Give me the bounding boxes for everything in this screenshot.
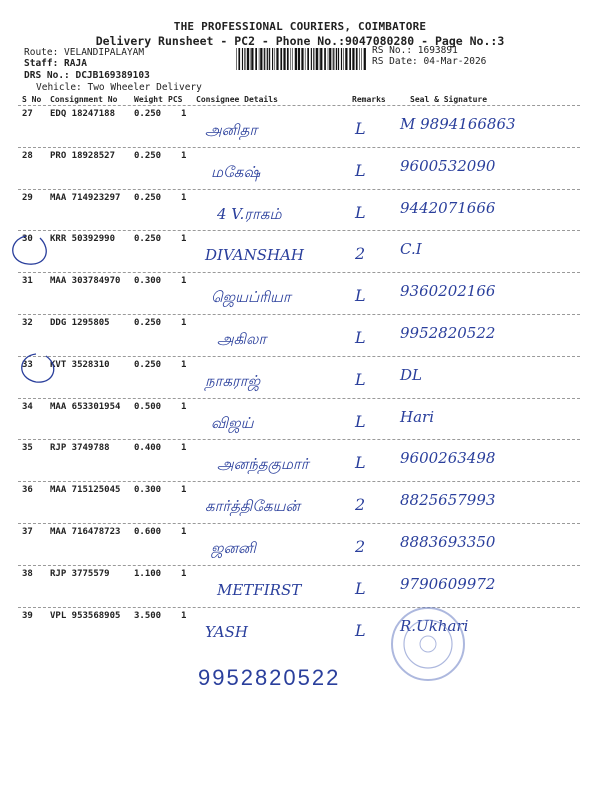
company-title: THE PROFESSIONAL COURIERS, COIMBATORE xyxy=(173,20,427,33)
row-weight: 0.300 xyxy=(134,485,162,496)
row-weight: 0.250 xyxy=(134,318,162,328)
row-consignee-handwritten: அனிதா xyxy=(205,121,258,139)
row-remark-handwritten: L xyxy=(355,620,366,640)
row-consignment: MAA 716478723 xyxy=(50,527,121,537)
row-consignment: KRR 50392990 xyxy=(50,234,116,245)
col-sno: S No xyxy=(22,95,42,104)
col-remarks: Remarks xyxy=(352,95,386,104)
row-weight: 0.250 xyxy=(134,234,162,245)
row-consignee-handwritten: ஜனனி xyxy=(211,539,256,557)
row-remark-handwritten: L xyxy=(355,453,366,473)
row-consignment: RJP 3749788 xyxy=(50,443,110,454)
row-remark-handwritten: L xyxy=(355,286,366,306)
row-sno: 31 xyxy=(22,276,33,287)
row-consignee-handwritten: நாகராஜ் xyxy=(205,371,261,390)
row-remark-handwritten: L xyxy=(355,202,366,222)
row-weight: 0.250 xyxy=(134,192,162,203)
row-remark-handwritten: 2 xyxy=(355,244,366,264)
row-consignee-handwritten: METFIRST xyxy=(217,580,302,599)
row-sno: 39 xyxy=(22,610,33,621)
row-remark-handwritten: L xyxy=(355,160,366,180)
row-pcs: 1 xyxy=(181,610,187,621)
vehicle-label: Vehicle: Two Wheeler Delivery xyxy=(36,82,202,93)
row-remark-handwritten: L xyxy=(355,411,366,431)
row-pcs: 1 xyxy=(181,318,187,328)
row-signature-handwritten: 8883693350 xyxy=(400,533,496,551)
col-seal-signature: Seal & Signature xyxy=(410,95,488,104)
row-weight: 0.300 xyxy=(134,276,162,287)
col-weight: Weight xyxy=(134,95,163,104)
row-pcs: 1 xyxy=(181,109,187,119)
row-signature-handwritten: 8825657993 xyxy=(400,491,496,510)
rs-date: RS Date: 04-Mar-2026 xyxy=(372,56,487,67)
row-remark-handwritten: L xyxy=(355,119,366,138)
row-signature-handwritten: M 9894166863 xyxy=(400,115,516,133)
row-sno: 38 xyxy=(22,568,33,579)
row-pcs: 1 xyxy=(181,443,187,454)
row-sno: 32 xyxy=(22,318,33,328)
circle-mark-30 xyxy=(13,236,47,264)
row-sno: 37 xyxy=(22,527,33,537)
row-consignment: PRO 18928527 xyxy=(50,150,116,161)
row-consignee-handwritten: YASH xyxy=(205,622,248,641)
rs-number: RS No.: 1693891 xyxy=(372,45,458,56)
route-label: Route: VELANDIPALAYAM xyxy=(24,47,145,58)
row-weight: 0.250 xyxy=(134,359,162,370)
row-consignment: MAA 714923297 xyxy=(50,192,121,203)
row-pcs: 1 xyxy=(181,527,187,537)
row-consignee-handwritten: கார்த்திகேயன் xyxy=(205,497,300,516)
row-sno: 29 xyxy=(22,192,33,203)
row-signature-handwritten: Hari xyxy=(400,407,434,426)
staff-label: Staff: RAJA xyxy=(24,58,87,69)
col-pcs: PCS xyxy=(168,95,183,104)
row-signature-handwritten: C.I xyxy=(400,240,422,259)
row-sno: 36 xyxy=(22,485,33,496)
circle-mark-33 xyxy=(22,354,54,382)
row-consignee-handwritten: அனந்தகுமார் xyxy=(217,455,309,474)
row-weight: 0.250 xyxy=(134,109,162,119)
row-signature-handwritten: 9600263498 xyxy=(400,449,496,468)
row-signature-handwritten: 9442071666 xyxy=(400,198,496,217)
row-pcs: 1 xyxy=(181,276,187,287)
row-pcs: 1 xyxy=(181,234,187,245)
row-sno: 35 xyxy=(22,443,33,454)
row-consignee-handwritten: 4 V.ராகம் xyxy=(217,204,282,223)
row-consignment: MAA 653301954 xyxy=(50,401,121,412)
row-sno: 34 xyxy=(22,401,33,412)
row-remark-handwritten: L xyxy=(355,328,366,347)
row-consignment: RJP 3775579 xyxy=(50,568,110,579)
row-consignee-handwritten: மகேஷ் xyxy=(211,162,261,181)
row-remark-handwritten: L xyxy=(355,578,366,598)
row-pcs: 1 xyxy=(181,568,187,579)
row-consignee-handwritten: அகிலா xyxy=(217,330,267,348)
round-seal-stamp xyxy=(392,608,464,680)
col-consignment: Consignment No xyxy=(50,95,118,104)
row-pcs: 1 xyxy=(181,485,187,496)
drs-label: DRS No.: DCJB169389103 xyxy=(24,70,150,81)
row-weight: 0.500 xyxy=(134,401,162,412)
row-remark-handwritten: 2 xyxy=(355,537,366,556)
row-signature-handwritten: 9360202166 xyxy=(400,282,496,301)
row-consignment: EDQ 18247188 xyxy=(50,109,116,119)
row-consignment: KVT 3528310 xyxy=(50,359,110,370)
row-weight: 0.600 xyxy=(134,527,162,537)
row-consignment: MAA 303784970 xyxy=(50,276,121,287)
row-consignment: VPL 953568905 xyxy=(50,610,121,621)
row-consignee-handwritten: DIVANSHAH xyxy=(205,246,304,265)
row-signature-handwritten: 9790609972 xyxy=(400,574,496,593)
row-weight: 0.250 xyxy=(134,150,162,161)
row-signature-handwritten: 9600532090 xyxy=(400,156,496,175)
row-consignment: MAA 715125045 xyxy=(50,485,121,496)
col-consignee: Consignee Details xyxy=(196,95,278,104)
handwritten-phone: 9952820522 xyxy=(198,665,341,690)
row-remark-handwritten: L xyxy=(355,369,366,389)
row-sno: 30 xyxy=(22,234,33,245)
row-consignee-handwritten: விஜய் xyxy=(211,413,254,432)
row-weight: 3.500 xyxy=(134,610,162,621)
row-signature-handwritten: DL xyxy=(400,365,422,384)
row-remark-handwritten: 2 xyxy=(355,495,366,515)
row-signature-handwritten: 9952820522 xyxy=(400,324,496,342)
row-consignment: DDG 1295805 xyxy=(50,318,110,328)
row-pcs: 1 xyxy=(181,150,187,161)
row-pcs: 1 xyxy=(181,192,187,203)
runsheet-subtitle: Delivery Runsheet - PC2 - Phone No.:9047080280 - Page No.:3 xyxy=(95,34,505,48)
row-pcs: 1 xyxy=(181,359,187,370)
row-pcs: 1 xyxy=(181,401,187,412)
row-sno: 27 xyxy=(22,109,33,119)
row-signature-handwritten: R.Ukhari xyxy=(400,616,469,635)
row-sno: 28 xyxy=(22,150,33,161)
row-sno: 33 xyxy=(22,359,33,370)
row-consignee-handwritten: ஜெயப்ரியா xyxy=(211,288,291,307)
row-weight: 0.400 xyxy=(134,443,162,454)
row-weight: 1.100 xyxy=(134,568,162,579)
